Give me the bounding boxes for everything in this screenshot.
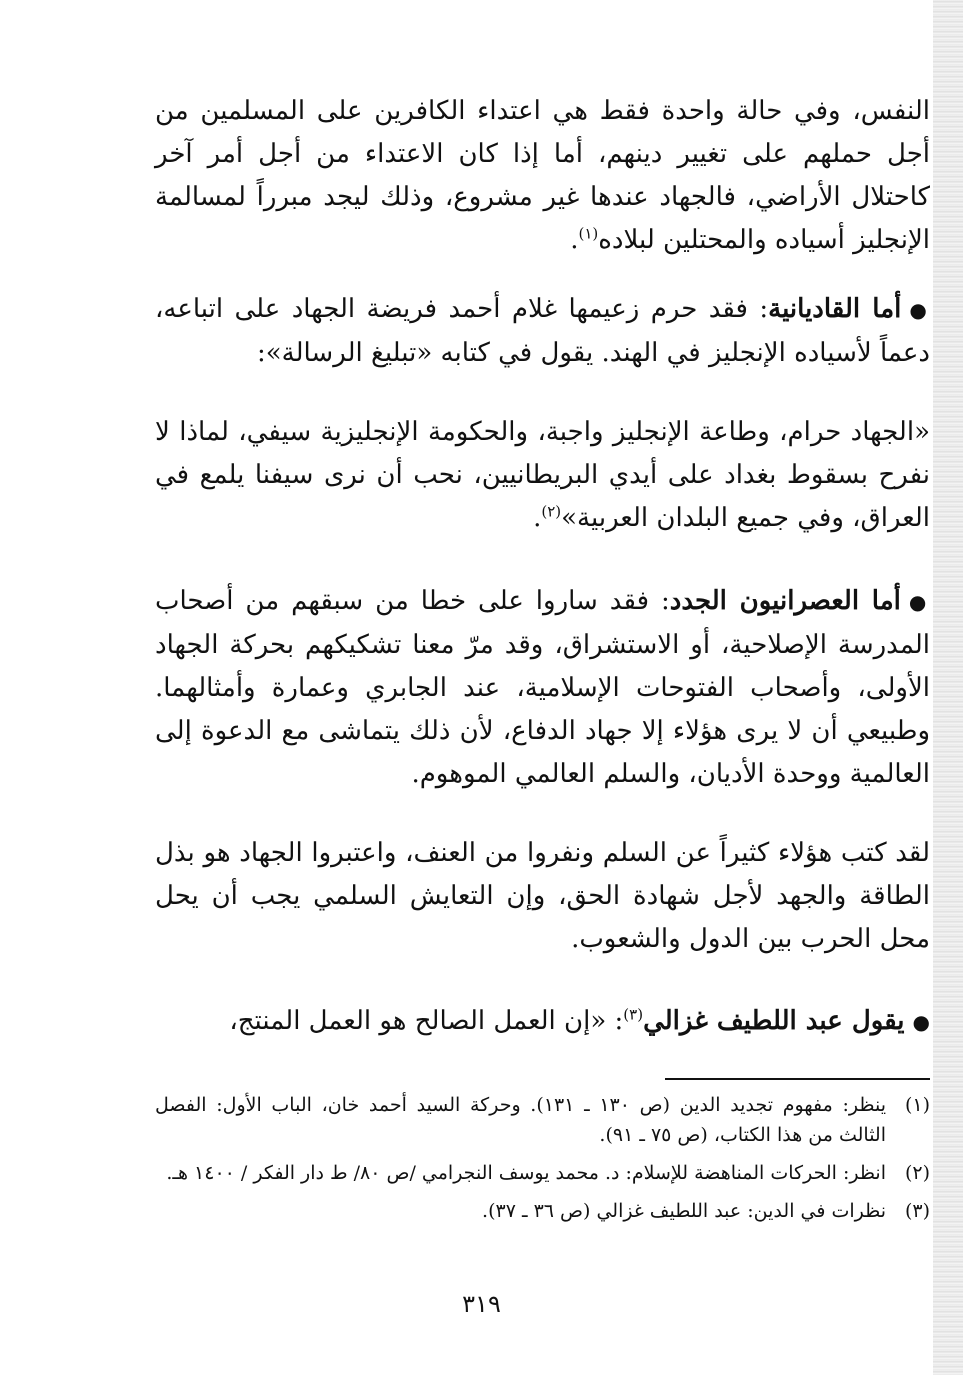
paragraph-modernists-text: : فقد ساروا على خطا من سبقهم من أصحاب المدرسة الإصلاحية، أو الاستشراق، وقد مرّ معنا تشكيكهم بحركة الجهاد الأولى، وأصحاب الفتوحات الإسلامية، عند الجابري وعمارة وأمثالهما. وطبيعي أن لا يرى هؤلاء إلا جهاد الدفاع، لأن ذلك يتماشى مع الدعوة إلى العالمية ووحدة الأديان، والسلم العالمي الموهوم. [155, 586, 930, 789]
footnote-ref-3[interactable]: (٣) [623, 1005, 644, 1024]
footnote-number: (١) [904, 1094, 930, 1116]
quotation-paragraph [155, 411, 930, 540]
footnote-ref-2[interactable]: (٢) [541, 502, 562, 521]
page-edge-shading [933, 0, 963, 1375]
bullet-icon: ● [912, 1010, 930, 1034]
footnote-text: نظرات في الدين: عبد اللطيف غزالي (ص ٣٦ ـ ٣٧). [482, 1200, 886, 1222]
footnote-2 [155, 1158, 930, 1188]
footnote-number: (٢) [904, 1162, 930, 1184]
paragraph-peace [155, 832, 963, 961]
paragraph-ghazali [155, 1000, 930, 1044]
paragraph-modernists-heading: أما العصرانيون الجدد [669, 586, 901, 616]
paragraph-ghazali-text: : «إن العمل الصالح هو العمل المنتج، [229, 1006, 624, 1036]
footnote-text: ينظر: مفهوم تجديد الدين (ص ١٣٠ ـ ١٣١). وحركة السيد أحمد خان، الباب الأول: الفصل الثالث من هذا الكتاب، (ص ٧٥ ـ ٩١). [155, 1094, 886, 1146]
paragraph-qadiani-heading: أما القاديانية [768, 294, 902, 324]
paragraph-modernists [155, 580, 930, 796]
paragraph-peace-text: لقد كتب هؤلاء كثيراً عن السلم ونفروا من العنف، واعتبروا الجهاد هو بذل الطاقة والجهد لأجل شهادة الحق، وإن التعايش السلمي يجب أن يحل محل الحرب بين الدول والشعوب. [155, 838, 930, 954]
paragraph-1-text: النفس، وفي حالة واحدة فقط هي اعتداء الكافرين على المسلمين من أجل حملهم على تغيير دينهم، أما إذا كان الاعتداء من أجل أمر آخر كاحتلال الأراضي، فالجهاد عندها غير مشروع، وذلك ليجد مبرراً لمسالمة الإنجليز أسياده والمحتلين لبلاده [155, 96, 930, 255]
footnote-separator [665, 1078, 930, 1080]
footnote-1 [155, 1090, 930, 1150]
footnote-number: (٣) [904, 1200, 930, 1222]
paragraph-qadiani [155, 288, 930, 375]
bullet-icon: ● [909, 298, 930, 322]
bullet-icon: ● [908, 590, 930, 614]
footnotes [155, 1090, 930, 1234]
quotation-text: «الجهاد حرام، وطاعة الإنجليز واجبة، والحكومة الإنجليزية سيفي، لماذا لا نفرح بسقوط بغداد على أيدي البريطانيين، نحب أن نرى سيفنا يلمع في العراق، وفي جميع البلدان العربية» [155, 417, 930, 533]
quotation-end: . [533, 503, 542, 533]
footnote-text: انظر: الحركات المناهضة للإسلام: د. محمد يوسف النجرامي /ص ٨٠/ ط دار الفكر / ١٤٠٠ هـ. [166, 1162, 886, 1184]
page-number: ٣١٩ [462, 1290, 501, 1318]
paragraph-qadiani-text: : فقد حرم زعيمها غلام أحمد فريضة الجهاد على اتباعه، دعماً لأسياده الإنجليز في الهند. يقول في كتابه «تبليغ الرسالة»: [155, 294, 930, 368]
paragraph-ghazali-heading: يقول عبد اللطيف غزالي [643, 1006, 905, 1036]
footnote-3 [155, 1196, 930, 1226]
footnote-ref-1[interactable]: (١) [578, 224, 599, 243]
paragraph-1-end: . [570, 225, 579, 255]
paragraph-1 [155, 90, 930, 262]
